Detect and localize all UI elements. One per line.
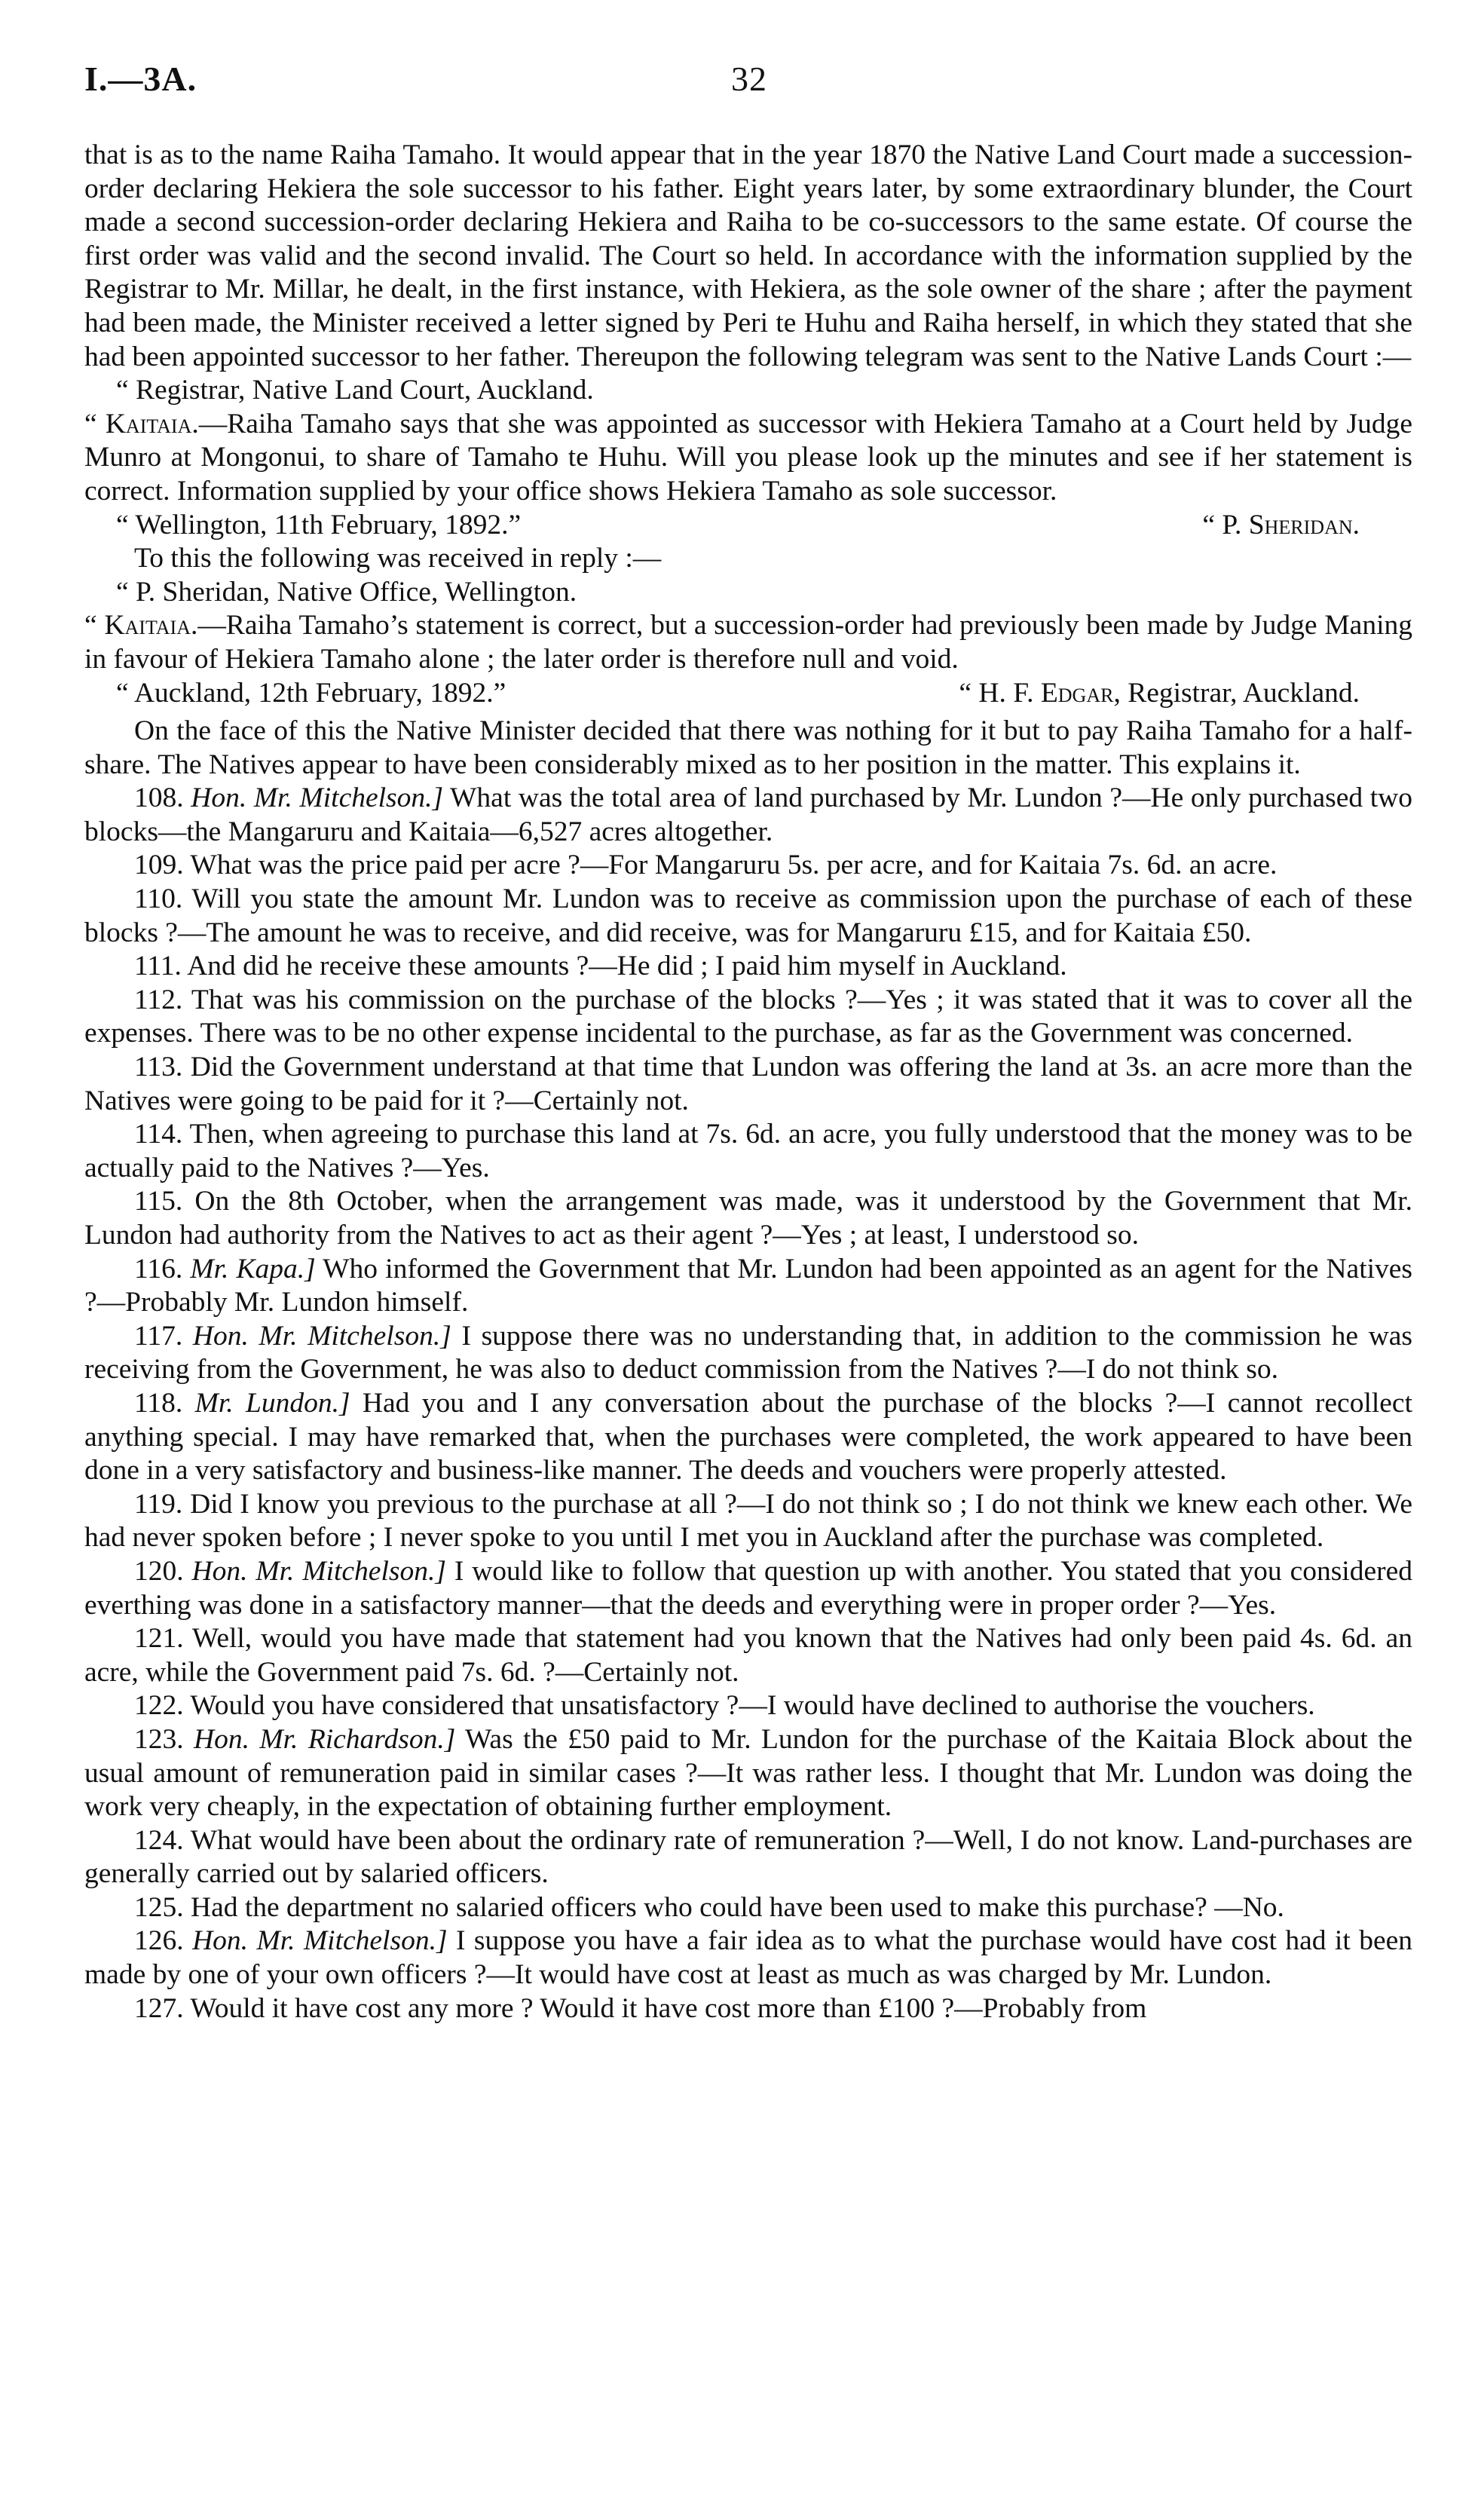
question-text: Did the Government understand at that time that Lundon was offering the land at 3s. an acre more than the Natives were going to be paid for it ?—Certainly not. <box>84 1052 1412 1116</box>
telegram2-signature <box>959 677 1360 711</box>
intro-paragraph: that is as to the name Raiha Tamaho. It would appear that in the year 1870 the Native Land Court made a succession-order declaring Hekiera the sole successor to his father. Eight years later, by some extraordinary blunder, the Court made a second succession-order declaring Hekiera and Raiha to be co-successors to the same estate. Of course the first order was valid and the second invalid. The Court so held. In accordance with the information supplied by the Registrar to Mr. Millar, he dealt, in the first instance, with Hekiera, as the sole owner of the share ; after the payment had been made, the Minister received a letter signed by Peri te Huhu and Raiha herself, in which they stated that she had been appointed successor to her father. Thereupon the following telegram was sent to the Native Lands Court :— <box>84 139 1412 372</box>
question-paragraph <box>84 1891 1412 1925</box>
speaker-label: Hon. Mr. Mitchelson.] <box>191 1555 446 1587</box>
question-number: 112. <box>134 984 183 1015</box>
question-paragraph <box>84 950 1412 984</box>
question-number: 109. <box>134 850 184 881</box>
question-text: Was the £50 paid to Mr. Lundon for the purchase of the Kaitaia Block about the usual amount of remuneration paid in similar cases ?—It was rather less. I thought that Mr. Lundon was doing the work very cheaply, in the expectation of obtaining further employment. <box>84 1723 1412 1823</box>
question-paragraph <box>84 1824 1412 1891</box>
question-paragraph <box>84 782 1412 849</box>
question-text: Who informed the Government that Mr. Lundon had been appointed as an agent for the Natives ?—Probably Mr. Lundon himself. <box>84 1253 1413 1318</box>
speaker-label: Mr. Lundon.] <box>194 1387 350 1419</box>
question-paragraph <box>84 1555 1412 1622</box>
question-number: 121. <box>134 1623 184 1655</box>
question-number: 124. <box>134 1824 184 1856</box>
telegram2-text: —Raiha Tamaho’s statement is correct, but a succession-order had previously been made by Judge Maning in favour of Hekiera Tamaho alone ; the later order is therefore null and void. <box>84 610 1412 675</box>
question-paragraph <box>84 1992 1412 2026</box>
question-text: What was the total area of land purchased by Mr. Lundon ?—He only purchased two blocks—the Mangaruru and Kaitaia—6,527 acres altogether. <box>84 782 1412 847</box>
question-number: 126. <box>134 1925 184 1957</box>
document-reference: I.—3A. <box>84 60 197 98</box>
speaker-label: Hon. Mr. Mitchelson.] <box>192 1925 448 1957</box>
telegram2-body <box>84 609 1412 676</box>
reply-intro: To this the following was received in reply :— <box>134 543 662 574</box>
telegram2-date: “ Auckland, 12th February, 1892.” <box>116 677 506 709</box>
question-number: 125. <box>134 1891 184 1923</box>
question-paragraph <box>84 1723 1412 1824</box>
question-number: 115. <box>134 1186 183 1217</box>
question-paragraph <box>84 1185 1412 1252</box>
question-number: 108. <box>134 782 184 814</box>
telegram1-signature <box>1202 509 1360 543</box>
question-text: I suppose you have a fair idea as to what the purchase would have cost had it been made by one of your own officers ?—It would have cost at least as much as was charged by Mr. Lundon. <box>84 1925 1412 1991</box>
question-text: Would it have cost any more ? Would it have cost more than £100 ?—Probably from <box>183 1992 1147 2024</box>
question-paragraph <box>84 1051 1412 1118</box>
question-number: 120. <box>134 1555 184 1587</box>
question-paragraph <box>84 1488 1412 1555</box>
question-text: On the 8th October, when the arrangement was made, was it understood by the Government that Mr. Lundon had authority from the Natives to act as their agent ?—Yes ; at least, I understood so. <box>84 1186 1412 1251</box>
question-number: 114. <box>134 1119 183 1150</box>
question-paragraph <box>84 1320 1412 1387</box>
question-text: Did I know you previous to the purchase at all ?—I do not think so ; I do not think we knew each other. We had never spoken before ; I never spoke to you until I met you in Auckland after the purchase was completed. <box>84 1488 1412 1554</box>
question-text: What was the price paid per acre ?—For Mangaruru 5s. per acre, and for Kaitaia 7s. 6d. an acre. <box>183 850 1278 881</box>
question-paragraph <box>84 1924 1412 1992</box>
question-number: 116. <box>134 1253 183 1284</box>
question-number: 119. <box>134 1488 183 1520</box>
question-text: Had the department no salaried officers who could have been used to make this purchase? —No. <box>183 1891 1284 1923</box>
question-paragraph <box>84 1118 1412 1185</box>
telegram2-place: “ Kaitaia. <box>84 610 198 641</box>
question-paragraph <box>84 1622 1412 1689</box>
question-number: 118. <box>134 1387 183 1419</box>
signature-name: Sheridan. <box>1248 509 1360 540</box>
question-text: Then, when agreeing to purchase this land at 7s. 6d. an acre, you fully understood that the money was to be actually paid to the Natives ?—Yes. <box>84 1119 1412 1183</box>
question-number: 127. <box>134 1992 184 2024</box>
question-text: That was his commission on the purchase of the blocks ?—Yes ; it was stated that it was to cover all the expenses. There was to be no other expense incidental to the purchase, as far as the Government was concerned. <box>84 984 1412 1049</box>
speaker-label: Mr. Kapa.] <box>190 1253 316 1284</box>
question-number: 110. <box>134 883 183 915</box>
page-number: 32 <box>731 60 767 98</box>
question-text: Will you state the amount Mr. Lundon was to receive as commission upon the purchase of each of these blocks ?—The amount he was to receive, and did receive, was for Mangaruru £15, and for Kaitaia £50. <box>84 883 1412 948</box>
telegram1-footer <box>84 509 1412 543</box>
question-number: 122. <box>134 1690 184 1722</box>
page-body <box>84 139 1412 2025</box>
question-text: And did he receive these amounts ?—He did ; I paid him myself in Auckland. <box>181 951 1067 982</box>
question-text: Had you and I any conversation about the purchase of the blocks ?—I cannot recollect anything special. I may have remarked that, when the purchases were completed, the work appeared to have been done in a very satisfactory and business-like manner. The deeds and vouchers were properly attested. <box>84 1387 1412 1487</box>
question-text: What would have been about the ordinary rate of remuneration ?—Well, I do not know. Land-purchases are generally carried out by salaried officers. <box>84 1824 1412 1890</box>
question-text: I would like to follow that question up with another. You stated that you considered everthing was done in a satisfactory manner—that the deeds and everything were in proper order ?—Yes. <box>84 1555 1413 1621</box>
telegram1-place: “ Kaitaia. <box>84 408 199 439</box>
question-number: 111. <box>134 951 182 982</box>
question-paragraph <box>84 883 1412 950</box>
question-paragraph <box>84 1253 1412 1320</box>
telegram1-address: “ Registrar, Native Land Court, Auckland. <box>116 375 594 406</box>
telegram2-address: “ P. Sheridan, Native Office, Wellington. <box>116 576 577 608</box>
question-number: 123. <box>134 1723 184 1755</box>
question-number: 113. <box>134 1052 183 1083</box>
question-number: 117. <box>134 1320 183 1352</box>
speaker-label: Hon. Mr. Mitchelson.] <box>192 1320 451 1352</box>
signature-prefix: “ H. F. <box>959 677 1041 709</box>
question-text: I suppose there was no understanding that, in addition to the commission he was receiving from the Government, he was also to deduct commission from the Natives ?—I do not think so. <box>84 1320 1413 1386</box>
questions-list <box>84 782 1412 2025</box>
question-text: Well, would you have made that statement had you known that the Natives had only been paid 4s. 6d. an acre, while the Government paid 7s. 6d. ?—Certainly not. <box>84 1623 1412 1688</box>
question-paragraph <box>84 984 1412 1051</box>
conclusion-paragraph: On the face of this the Native Minister decided that there was nothing for it but to pay Raiha Tamaho for a half-share. The Natives appear to have been considerably mixed as to her position in the matter. This explains it. <box>84 715 1412 780</box>
telegram1-body <box>84 408 1412 509</box>
question-text: Would you have considered that unsatisfactory ?—I would have declined to authorise the vouchers. <box>183 1690 1315 1722</box>
question-paragraph <box>84 849 1412 883</box>
speaker-label: Hon. Mr. Richardson.] <box>194 1723 456 1755</box>
question-paragraph <box>84 1387 1412 1488</box>
telegram1-text: —Raiha Tamaho says that she was appointed as successor with Hekiera Tamaho at a Court held by Judge Munro at Mongonui, to share of Tamaho te Huhu. Will you please look up the minutes and see if her statement is correct. Information supplied by your office shows Hekiera Tamaho as sole successor. <box>84 408 1412 507</box>
signature-prefix: “ P. <box>1202 509 1249 540</box>
signature-name: Edgar <box>1040 677 1114 709</box>
signature-suffix: , Registrar, Auckland. <box>1113 677 1360 709</box>
question-paragraph <box>84 1689 1412 1723</box>
speaker-label: Hon. Mr. Mitchelson.] <box>191 782 444 814</box>
telegram2-footer <box>84 677 1412 711</box>
telegram1-date: “ Wellington, 11th February, 1892.” <box>116 509 522 540</box>
